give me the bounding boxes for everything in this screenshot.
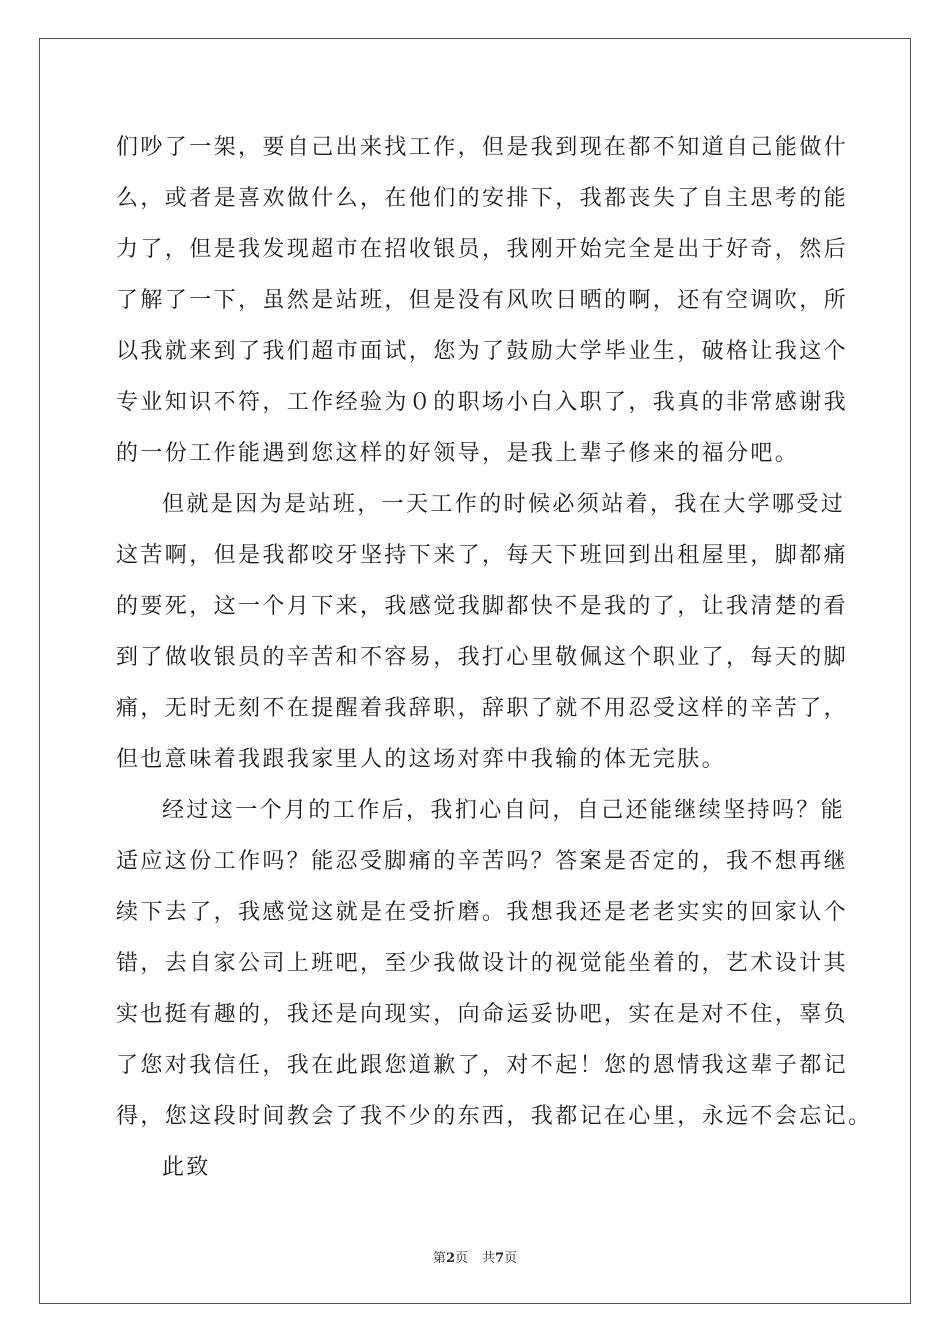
text-line: 的要死，这一个月下来，我感觉我脚都快不是我的了，让我清楚的看 — [116, 594, 849, 619]
text-line: 续下去了，我感觉这就是在受折磨。我想我还是老老实实的回家认个 — [116, 900, 849, 925]
text-line: 适应这份工作吗？能忍受脚痛的辛苦吗？答案是否定的，我不想再继 — [116, 849, 849, 874]
text-line: 经过这一个月的工作后，我扪心自问，自己还能继续坚持吗？能 — [162, 798, 846, 823]
text-line: 实也挺有趣的，我还是向现实，向命运妥协吧，实在是对不住，辜负 — [116, 1002, 849, 1027]
current-page-number: 2 — [445, 1251, 455, 1266]
text-line: 这苦啊，但是我都咬牙坚持下来了，每天下班回到出租屋里，脚都痛 — [116, 543, 849, 568]
page-number-prefix: 第 — [432, 1251, 446, 1266]
text-line: 专业知识不符，工作经验为０的职场小白入职了，我真的非常感谢我 — [116, 390, 849, 415]
text-line: 力了，但是我发现超市在招收银员，我刚开始完全是出于好奇，然后 — [116, 237, 849, 262]
text-line: 的一份工作能遇到您这样的好领导，是我上辈子修来的福分吧。 — [116, 441, 800, 466]
text-line: 了解了一下，虽然是站班，但是没有风吹日晒的啊，还有空调吹，所 — [116, 288, 849, 313]
total-pages-suffix: 页 — [504, 1251, 518, 1266]
total-pages-number: 7 — [495, 1251, 505, 1266]
text-line: 以我就来到了我们超市面试，您为了鼓励大学毕业生，破格让我这个 — [116, 339, 849, 364]
text-line: 痛，无时无刻不在提醒着我辞职，辞职了就不用忍受这样的辛苦了， — [116, 696, 849, 721]
text-line: 但也意味着我跟我家里人的这场对弈中我输的体无完肤。 — [116, 747, 727, 772]
total-pages-prefix: 共 — [482, 1251, 496, 1266]
text-line: 得，您这段时间教会了我不少的东西，我都记在心里，永远不会忘记。 — [116, 1104, 873, 1129]
letter-body — [116, 122, 873, 1193]
text-line: 了您对我信任，我在此跟您道歉了，对不起！您的恩情我这辈子都记 — [116, 1053, 849, 1078]
text-line: 但就是因为是站班，一天工作的时候必须站着，我在大学哪受过 — [162, 492, 846, 517]
text-line: 么，或者是喜欢做什么，在他们的安排下，我都丧失了自主思考的能 — [116, 186, 849, 211]
page-footer — [0, 1247, 950, 1266]
page-number-suffix: 页 — [454, 1251, 468, 1266]
text-line: 此致 — [162, 1155, 211, 1180]
text-line: 错，去自家公司上班吧，至少我做设计的视觉能坐着的，艺术设计其 — [116, 951, 849, 976]
text-line: 到了做收银员的辛苦和不容易，我打心里敬佩这个职业了，每天的脚 — [116, 645, 849, 670]
text-line: 们吵了一架，要自己出来找工作，但是我到现在都不知道自己能做什 — [116, 135, 849, 160]
